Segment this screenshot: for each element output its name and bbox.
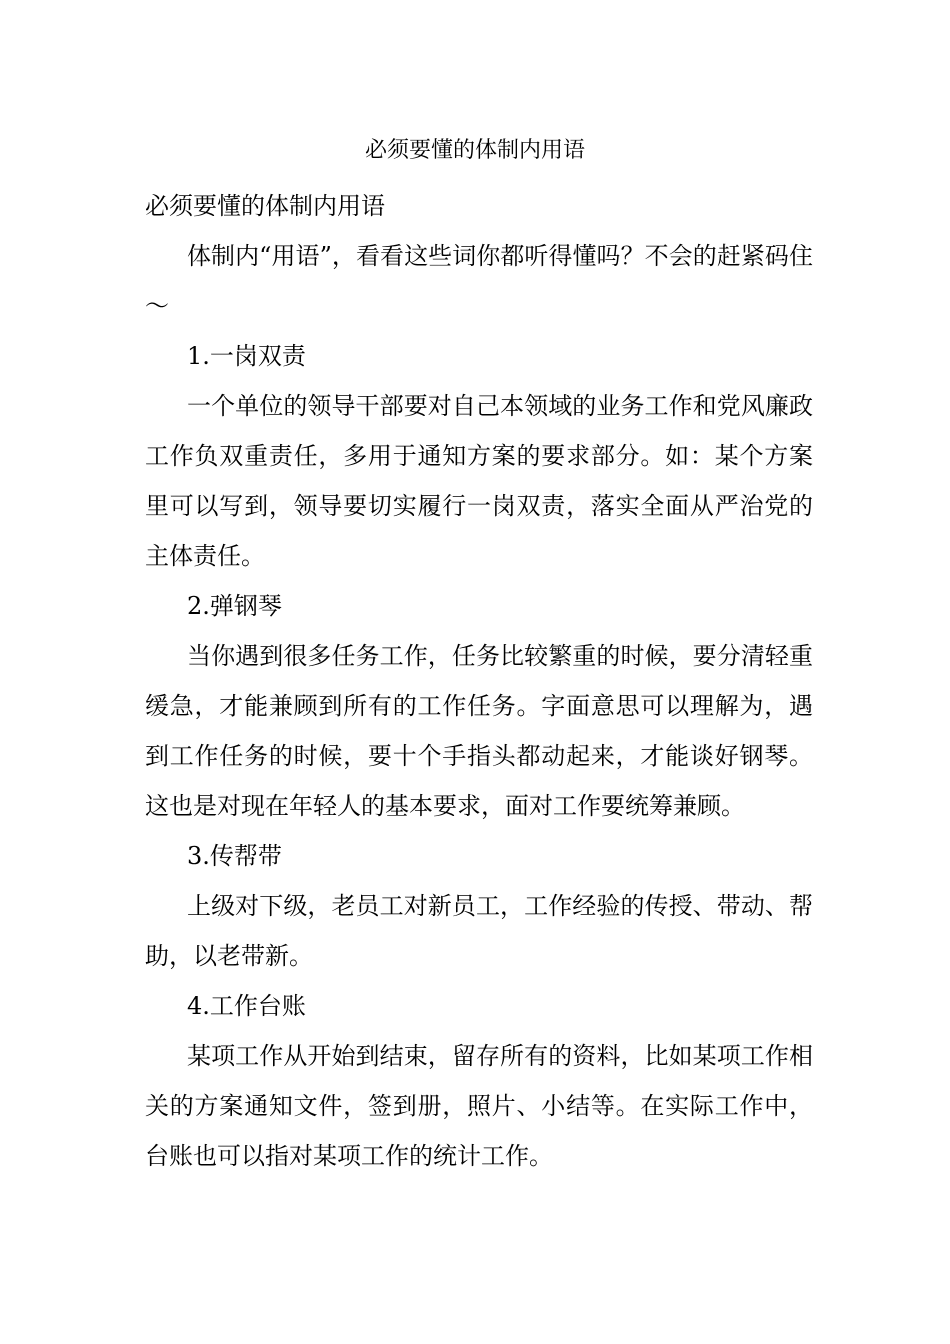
section-heading-3: 3.传帮带 xyxy=(187,842,282,870)
document-body xyxy=(145,181,813,1181)
section-body-2: 当你遇到很多任务工作，任务比较繁重的时候，要分清轻重缓急，才能兼顾到所有的工作任务。字面意思可以理解为，遇到工作任务的时候，要十个手指头都动起来，才能谈好钢琴。这也是对现在年轻人的基本要求，面对工作要统筹兼顾。 xyxy=(145,642,813,820)
document-title: 必须要懂的体制内用语 xyxy=(364,138,585,163)
section-heading-4: 4.工作台账 xyxy=(187,992,306,1020)
section-body-3: 上级对下级，老员工对新员工，工作经验的传授、带动、帮助，以老带新。 xyxy=(145,892,813,970)
section-body-1: 一个单位的领导干部要对自己本领域的业务工作和党风廉政工作负双重责任，多用于通知方案的要求部分。如：某个方案里可以写到，领导要切实履行一岗双责，落实全面从严治党的主体责任。 xyxy=(145,392,813,570)
section-body-4: 某项工作从开始到结束，留存所有的资料，比如某项工作相关的方案通知文件，签到册，照片、小结等。在实际工作中，台账也可以指对某项工作的统计工作。 xyxy=(145,1042,813,1170)
section-heading-2: 2.弹钢琴 xyxy=(187,592,282,620)
intro-paragraph: 体制内“用语”，看看这些词你都听得懂吗？不会的赶紧码住～ xyxy=(145,242,813,320)
section-heading-1: 1.一岗双责 xyxy=(187,342,306,370)
subtitle-paragraph: 必须要懂的体制内用语 xyxy=(145,192,385,220)
